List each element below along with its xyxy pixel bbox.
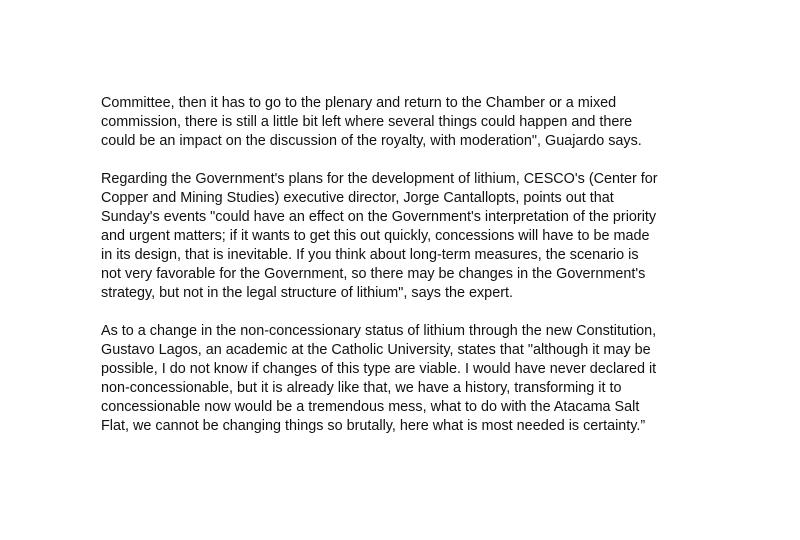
text-line: and urgent matters; if it wants to get this out quickly, concessions will have to be made [101, 228, 650, 244]
body-text [101, 94, 721, 455]
text-line: possible, I do not know if changes of this type are viable. I would have never declared it [101, 361, 657, 377]
text-line: in its design, that is inevitable. If you think about long-term measures, the scenario is [101, 247, 639, 263]
text-line: commission, there is still a little bit left where several things could happen and there [101, 114, 633, 130]
text-line: Gustavo Lagos, an academic at the Catholic University, states that "although it may be [101, 342, 651, 358]
text-line: could be an impact on the discussion of the royalty, with moderation", Guajardo says. [101, 133, 642, 149]
text-line: non-concessionable, but it is already like that, we have a history, transforming it to [101, 380, 622, 396]
paragraph-guajardo-quote [101, 94, 721, 151]
paragraph-cantallopts-quote [101, 170, 721, 303]
text-line: Sunday's events "could have an effect on the Government's interpretation of the priority [101, 209, 657, 225]
text-line: As to a change in the non-concessionary status of lithium through the new Constitution, [101, 323, 657, 339]
text-line: Committee, then it has to go to the plenary and return to the Chamber or a mixed [101, 95, 617, 111]
text-line: concessionable now would be a tremendous mess, what to do with the Atacama Salt [101, 399, 640, 415]
text-line: strategy, but not in the legal structure of lithium", says the expert. [101, 285, 513, 301]
paragraph-lagos-quote [101, 322, 721, 436]
text-line: Regarding the Government's plans for the development of lithium, CESCO's (Center for [101, 171, 658, 187]
text-line: Flat, we cannot be changing things so brutally, here what is most needed is certainty.” [101, 418, 646, 434]
text-line: not very favorable for the Government, so there may be changes in the Government's [101, 266, 646, 282]
text-line: Copper and Mining Studies) executive director, Jorge Cantallopts, points out that [101, 190, 614, 206]
